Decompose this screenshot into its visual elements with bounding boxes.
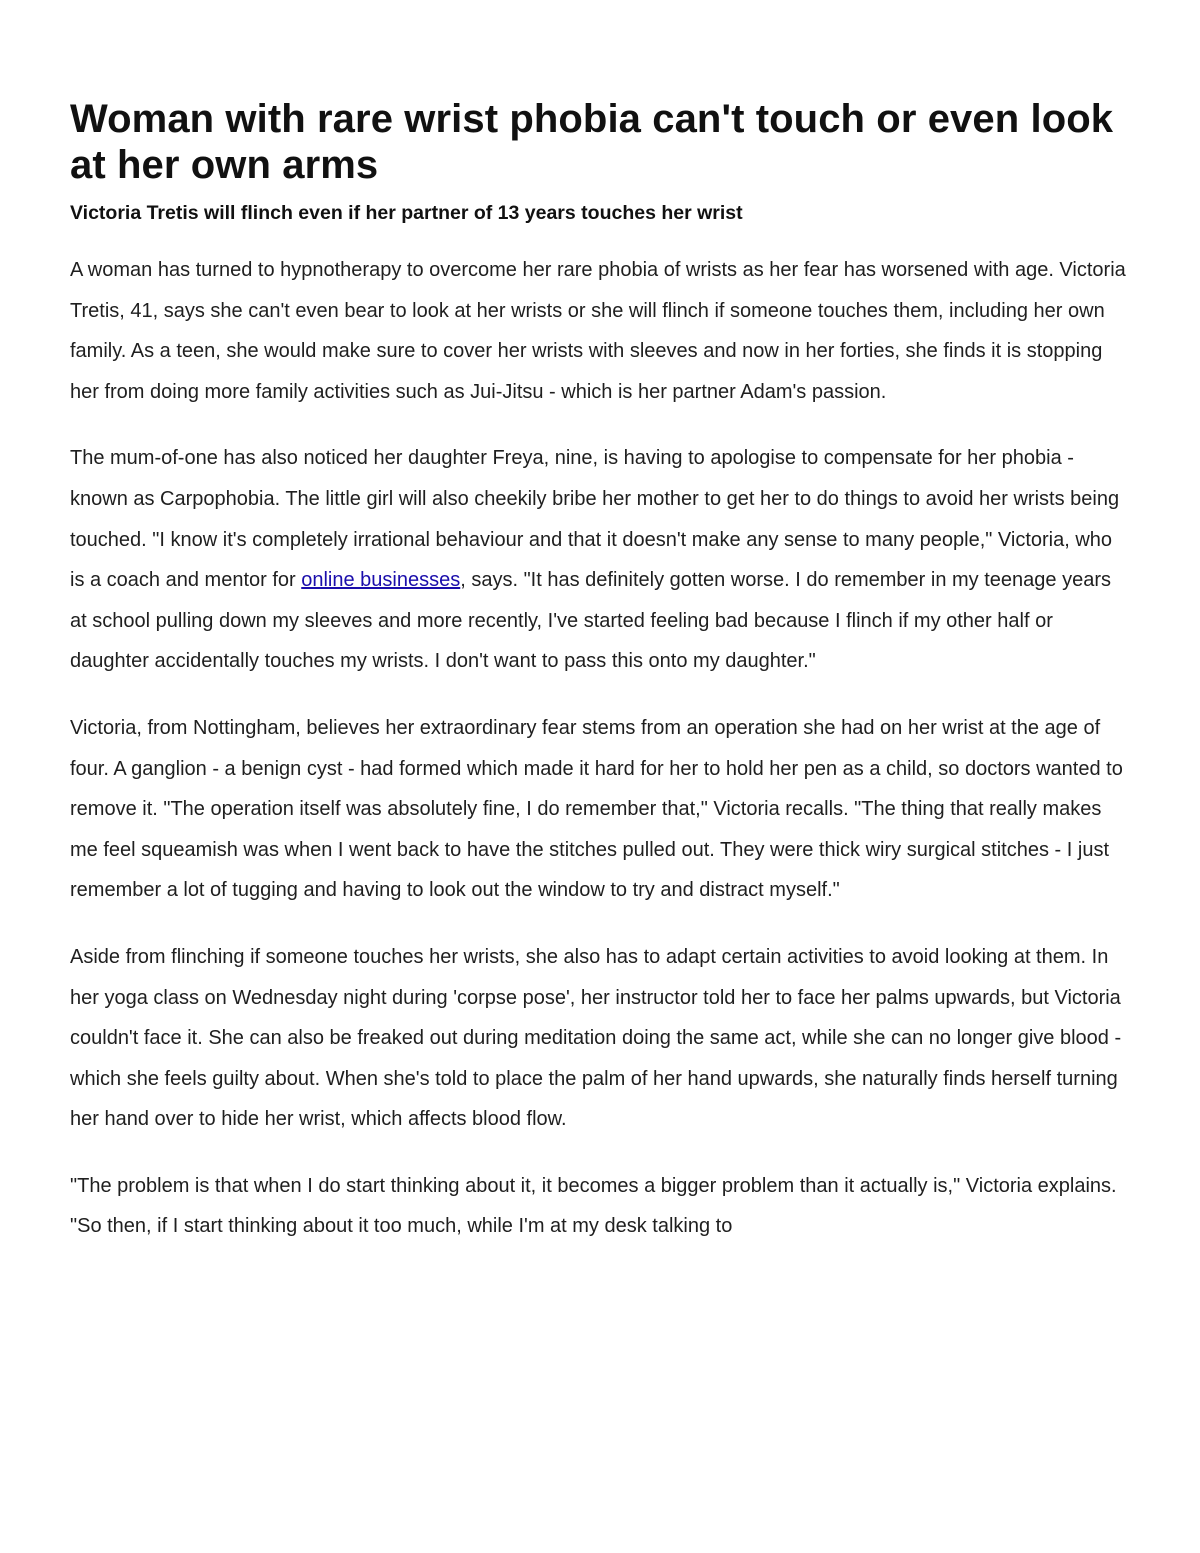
standfirst: Victoria Tretis will flinch even if her partner of 13 years touches her wrist (70, 202, 743, 224)
paragraph-2-text-start: The mum-of-one has also noticed her daughter Freya, nine, is having to apologise to compensate for her phobia - known as Carpophobia. The little girl will also cheekily bribe her mother to get her to do things to avoid her wrists being touched. "I know it's completely irrational behaviour and that it doesn't make any sense to many people," Victoria, who is a coach and mentor for (70, 447, 1120, 592)
paragraph-3: Victoria, from Nottingham, believes her extraordinary fear stems from an operation she had on her wrist at the age of four. A ganglion - a benign cyst - had formed which made it hard for her to hold her pen as a child, so doctors wanted to remove it. "The operation itself was absolutely fine, I do remember that," Victoria recalls. "The thing that really makes me feel squeamish was when I went back to have the stitches pulled out. They were thick wiry surgical stitches - I just remember a lot of tugging and having to look out the window to try and distract myself." (70, 716, 1123, 902)
headline: Woman with rare wrist phobia can't touch or even look at her own arms (70, 97, 1114, 187)
paragraph-2-text-end: , says. "It has definitely gotten worse. I do remember in my teenage years at school pulling down my sleeves and more recently, I've started feeling bad because I flinch if my other half or daughter accidentally touches my wrists. I don't want to pass this onto my daughter." (70, 569, 1111, 673)
article-body (70, 250, 1132, 1247)
online-businesses-link[interactable]: online businesses (301, 569, 461, 592)
paragraph-5: "The problem is that when I do start thinking about it, it becomes a bigger problem than it actually is," Victoria explains. "So then, if I start thinking about it too much, while I'm at my desk talking to (70, 1174, 1117, 1238)
paragraph-2 (70, 438, 1132, 682)
article (70, 96, 1132, 1273)
paragraph-4: Aside from flinching if someone touches her wrists, she also has to adapt certain activities to avoid looking at them. In her yoga class on Wednesday night during 'corpse pose', her instructor told her to face her palms upwards, but Victoria couldn't face it. She can also be freaked out during meditation doing the same act, while she can no longer give blood - which she feels guilty about. When she's told to place the palm of her hand upwards, she naturally finds herself turning her hand over to hide her wrist, which affects blood flow. (70, 945, 1122, 1131)
paragraph-1: A woman has turned to hypnotherapy to overcome her rare phobia of wrists as her fear has worsened with age. Victoria Tretis, 41, says she can't even bear to look at her wrists or she will flinch if someone touches them, including her own family. As a teen, she would make sure to cover her wrists with sleeves and now in her forties, she finds it is stopping her from doing more family activities such as Jui-Jitsu - which is her partner Adam's passion. (70, 259, 1126, 403)
